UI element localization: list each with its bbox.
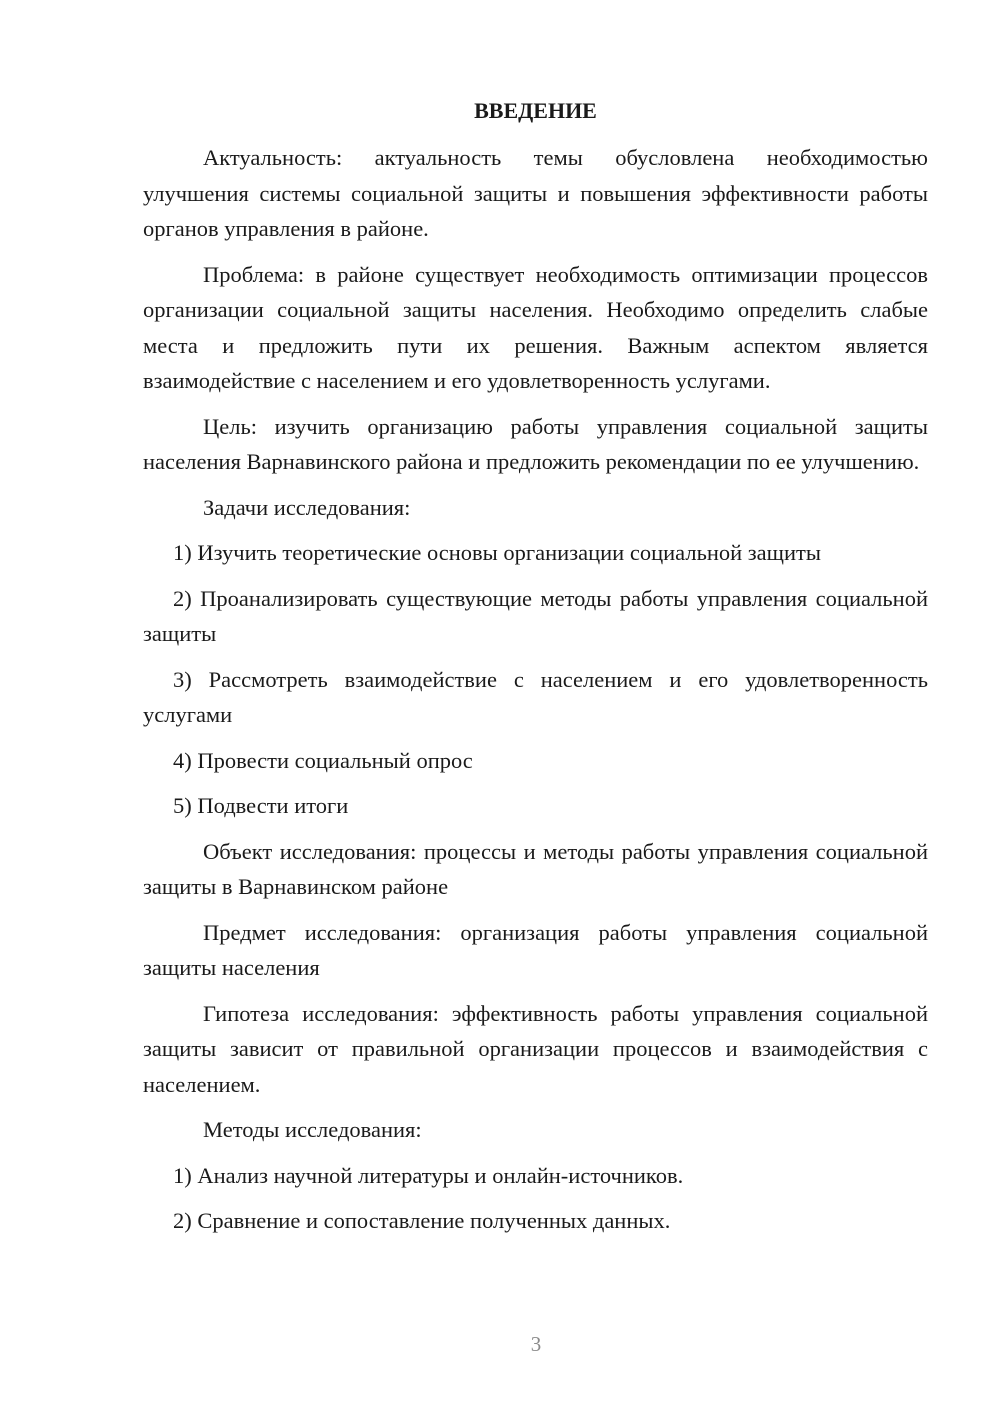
method-item: 1) Анализ научной литературы и онлайн-источников. — [173, 1162, 684, 1188]
page-content — [143, 93, 928, 1249]
task-item: 5) Подвести итоги — [173, 793, 349, 818]
object-paragraph: Объект исследования: процессы и методы работы управления социальной защиты в Варнавинском районе — [143, 838, 928, 899]
task-item: 2) Проанализировать существующие методы работы управления социальной защиты — [143, 585, 928, 646]
methods-title: Методы исследования: — [203, 1117, 422, 1142]
task-item: 4) Провести социальный опрос — [173, 747, 473, 773]
task-item: 1) Изучить теоретические основы организации социальной защиты — [173, 540, 821, 565]
section-heading: ВВЕДЕНИЕ — [474, 98, 597, 123]
subject-paragraph: Предмет исследования: организация работы управления социальной защиты населения — [143, 919, 928, 980]
method-item: 2) Сравнение и сопоставление полученных данных. — [173, 1208, 671, 1233]
tasks-title: Задачи исследования: — [203, 494, 411, 520]
page-number: 3 — [530, 1332, 542, 1356]
problem-paragraph: Проблема: в районе существует необходимость оптимизации процессов организации социальной защиты населения. Необходимо определить слабые места и предложить пути их решения. Важным аспектом является взаимодействие с населением и его удовлетворенность услугами. — [143, 261, 928, 393]
goal-paragraph: Цель: изучить организацию работы управления социальной защиты населения Варнавинского района и предложить рекомендации по ее улучшению. — [143, 413, 928, 474]
relevance-paragraph: Актуальность: актуальность темы обусловлена необходимостью улучшения системы социальной защиты и повышения эффективности работы органов управления в районе. — [143, 145, 928, 241]
hypothesis-paragraph: Гипотеза исследования: эффективность работы управления социальной защиты зависит от правильной организации процессов и взаимодействия с населением. — [143, 1000, 928, 1097]
task-item: 3) Рассмотреть взаимодействие с населением и его удовлетворенность услугами — [143, 666, 928, 727]
